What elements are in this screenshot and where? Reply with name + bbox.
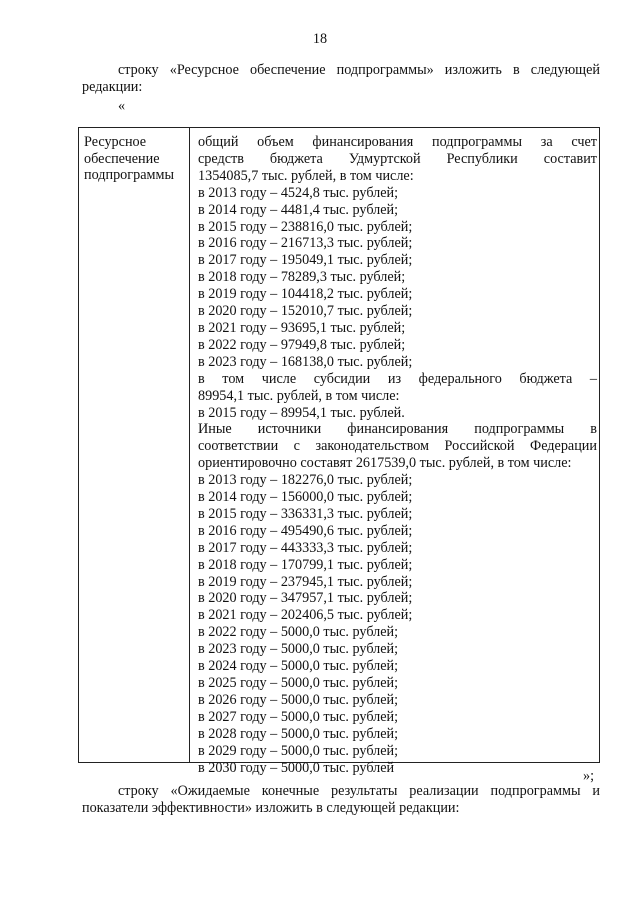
financing-line: в 2021 году – 93695,1 тыс. рублей; (198, 319, 406, 336)
other-sources-line: в 2024 году – 5000,0 тыс. рублей; (198, 658, 399, 675)
financing-line: общий объем финансирования подпрограммы за счет (198, 134, 597, 150)
table-row-label: Ресурсное обеспечение подпрограммы (84, 134, 174, 183)
other-sources-line: в 2019 году – 237945,1 тыс. рублей; (198, 573, 413, 590)
other-sources-line: в 2027 году – 5000,0 тыс. рублей; (198, 708, 399, 725)
resource-table (78, 127, 600, 776)
other-sources-line: в 2029 году – 5000,0 тыс. рублей; (198, 742, 399, 759)
page-number: 18 (312, 31, 328, 47)
other-sources-line: ориентировочно составят 2617539,0 тыс. рублей, в том числе: (198, 455, 572, 472)
financing-line: в 2013 году – 4524,8 тыс. рублей; (198, 184, 399, 201)
other-sources-line: соответствии с законодательством Российской Федерации (198, 438, 597, 455)
financing-line: в 2018 году – 78289,3 тыс. рублей; (198, 269, 406, 286)
financing-line: в 2017 году – 195049,1 тыс. рублей; (198, 252, 413, 269)
financing-line: средств бюджета Удмуртской Республики составит (198, 150, 597, 167)
financing-line: в 2023 году – 168138,0 тыс. рублей; (198, 353, 413, 370)
financing-line: в 2016 году – 216713,3 тыс. рублей; (198, 235, 413, 252)
other-sources-line: в 2028 году – 5000,0 тыс. рублей; (198, 725, 399, 742)
financing-line: в 2022 году – 97949,8 тыс. рублей; (198, 336, 406, 353)
intro-paragraph: строку «Ресурсное обеспечение подпрограммы» изложить в следующей редакции: (82, 62, 600, 95)
other-sources-line: в 2014 году – 156000,0 тыс. рублей; (198, 489, 413, 506)
other-sources-line: в 2026 году – 5000,0 тыс. рублей; (198, 691, 399, 708)
financing-line: 1354085,7 тыс. рублей, в том числе: (198, 167, 414, 184)
other-sources-line: Иные источники финансирования подпрограммы в (198, 421, 597, 438)
subsidy-line: 89954,1 тыс. рублей, в том числе: (198, 387, 400, 404)
other-sources-line: в 2030 году – 5000,0 тыс. рублей (198, 759, 395, 776)
financing-line: в 2019 году – 104418,2 тыс. рублей; (198, 286, 413, 303)
column-divider (189, 128, 190, 762)
other-sources-line: в 2021 году – 202406,5 тыс. рублей; (198, 607, 413, 624)
other-sources-line: в 2018 году – 170799,1 тыс. рублей; (198, 556, 413, 573)
table-row-content (198, 134, 597, 776)
other-sources-line: в 2017 году – 443333,3 тыс. рублей; (198, 539, 413, 556)
other-sources-line: в 2020 году – 347957,1 тыс. рублей; (198, 590, 413, 607)
other-sources-line: в 2025 году – 5000,0 тыс. рублей; (198, 675, 399, 691)
other-sources-line: в 2023 году – 5000,0 тыс. рублей; (198, 641, 399, 658)
other-sources-line: в 2013 году – 182276,0 тыс. рублей; (198, 472, 413, 489)
other-sources-line: в 2022 году – 5000,0 тыс. рублей; (198, 624, 399, 641)
financing-line: в 2020 году – 152010,7 тыс. рублей; (198, 303, 413, 320)
subsidy-line: в том числе субсидии из федерального бюджета – (198, 370, 597, 387)
financing-line: в 2014 году – 4481,4 тыс. рублей; (198, 201, 399, 218)
financing-line: в 2015 году – 238816,0 тыс. рублей; (198, 218, 413, 235)
other-sources-line: в 2016 году – 495490,6 тыс. рублей; (198, 522, 413, 539)
outro-paragraph: строку «Ожидаемые конечные результаты реализации подпрограммы и показатели эффективности» изложить в следующей редакции: (82, 783, 600, 816)
opening-quote: « (118, 98, 126, 114)
other-sources-line: в 2015 году – 336331,3 тыс. рублей; (198, 505, 413, 522)
closing-quote: »; (583, 768, 595, 784)
subsidy-line: в 2015 году – 89954,1 тыс. рублей. (198, 404, 405, 421)
